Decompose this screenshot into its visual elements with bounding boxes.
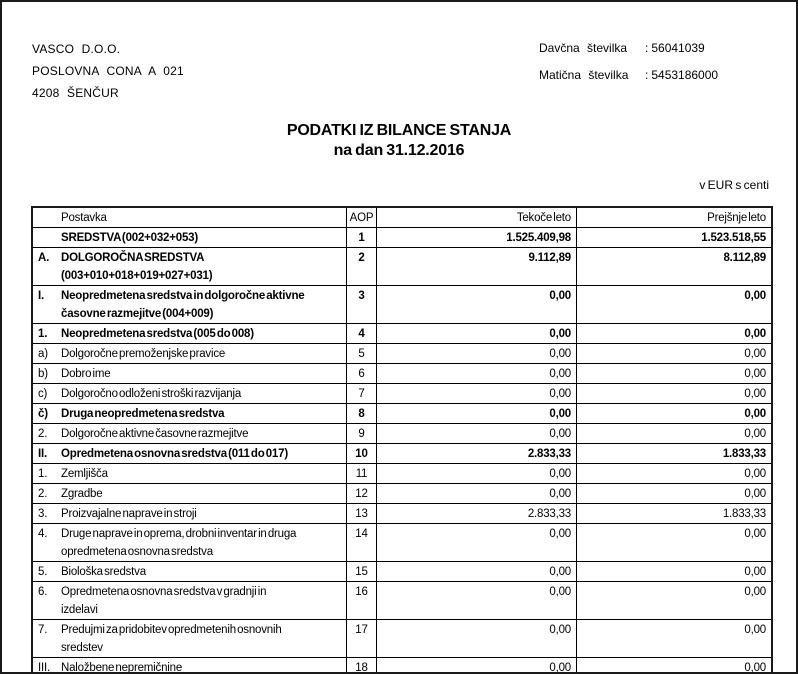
aop-value: 5: [347, 344, 377, 363]
row-prefix: 2.: [38, 488, 48, 500]
balance-table: [31, 206, 773, 674]
previous-year-value: 1.523.518,55: [701, 232, 766, 244]
row-label-line: SREDSTVA (002+032+053): [61, 232, 198, 244]
table-row: [33, 658, 771, 674]
current-year-value: 0,00: [377, 464, 577, 483]
header-aop: AOP: [347, 208, 377, 227]
postavka-cell: [33, 444, 347, 463]
row-prefix: 2.: [38, 428, 48, 440]
row-label-line: časovne razmejitve (004+009): [61, 308, 214, 320]
row-label-line: Dolgoročno odloženi stroški razvijanja: [61, 388, 242, 400]
row-prefix: č): [38, 408, 48, 420]
registration-block: [539, 40, 718, 94]
previous-year-value: 0,00: [744, 468, 766, 480]
tax-number-row: [539, 40, 718, 56]
current-year-value: 0,00: [377, 384, 577, 403]
row-prefix: III.: [38, 662, 50, 674]
postavka-cell: [33, 562, 347, 581]
row-label-line: sredstev: [61, 642, 103, 654]
table-row: [33, 484, 771, 504]
title-line1: PODATKI IZ BILANCE STANJA: [286, 122, 512, 139]
current-year-value: 0,00: [377, 324, 577, 343]
row-label: [61, 425, 346, 443]
aop-value: 17: [347, 620, 377, 657]
row-prefix: 1.: [38, 468, 48, 480]
previous-year-value: 0,00: [744, 290, 766, 302]
aop-value: 18: [347, 658, 377, 674]
current-year-value: 0,00: [377, 404, 577, 423]
row-label-line: Naložbene nepremičnine: [61, 662, 183, 674]
row-label: [61, 325, 346, 343]
postavka-cell: [33, 658, 347, 674]
row-prefix: [33, 229, 61, 247]
row-label: [61, 563, 346, 581]
row-label-line: Druge naprave in oprema, drobni inventar in druga: [61, 528, 297, 540]
row-label-line: Dobro ime: [61, 368, 111, 380]
current-year-value: 0,00: [377, 344, 577, 363]
row-label: [61, 229, 346, 247]
row-label: [61, 659, 346, 674]
postavka-cell: [33, 504, 347, 523]
postavka-cell: [33, 324, 347, 343]
aop-value: 11: [347, 464, 377, 483]
company-address: POSLOVNA CONA A 021: [32, 64, 184, 78]
table-row: [33, 404, 771, 424]
postavka-cell: [33, 228, 347, 247]
current-year-value: 2.833,33: [377, 504, 577, 523]
aop-value: 13: [347, 504, 377, 523]
row-label-line: Proizvajalne naprave in stroji: [61, 508, 197, 520]
company-id-row: [539, 67, 718, 83]
current-year-value: 0,00: [377, 524, 577, 561]
tax-number-value: 56041039: [651, 41, 705, 55]
row-prefix: A.: [38, 252, 50, 264]
current-year-value: 0,00: [377, 562, 577, 581]
company-name: VASCO D.O.O.: [32, 42, 121, 56]
row-label-line: Predujmi za pridobitev opredmetenih osnovnih: [61, 624, 282, 636]
previous-year-value: 0,00: [744, 566, 766, 578]
previous-year-value: 0,00: [744, 528, 766, 540]
row-label: [61, 445, 346, 463]
postavka-cell: [33, 364, 347, 383]
row-label-line: DOLGOROČNA SREDSTVA: [61, 252, 205, 264]
aop-value: 8: [347, 404, 377, 423]
current-year-value: 0,00: [377, 424, 577, 443]
table-row: [33, 524, 771, 562]
row-prefix: 6.: [38, 586, 48, 598]
company-id-value: 5453186000: [651, 68, 719, 82]
row-label-line: Opredmetena osnovna sredstva v gradnji in: [61, 586, 267, 598]
aop-value: 1: [347, 228, 377, 247]
row-label-line: Neopredmetena sredstva in dolgoročne aktivne: [61, 290, 305, 302]
table-row: [33, 464, 771, 484]
table-row: [33, 344, 771, 364]
postavka-cell: [33, 582, 347, 619]
row-label: [61, 385, 346, 403]
current-year-value: 1.525.409,98: [377, 228, 577, 247]
header-postavka: Postavka: [61, 212, 107, 224]
company-id-label: Matična številka: [539, 68, 629, 82]
aop-value: 16: [347, 582, 377, 619]
currency-note: v EUR s centi: [699, 178, 769, 192]
row-label-line: Opredmetena osnovna sredstva (011 do 017): [61, 448, 288, 460]
previous-year-value: 1.833,33: [722, 508, 766, 520]
previous-year-value: 0,00: [744, 348, 766, 360]
current-year-value: 0,00: [377, 364, 577, 383]
row-prefix: c): [38, 388, 48, 400]
row-label-line: Dolgoročne aktivne časovne razmejitve: [61, 428, 249, 440]
current-year-value: 0,00: [377, 582, 577, 619]
row-label: [61, 485, 346, 503]
previous-year-value: 8.112,89: [723, 252, 766, 264]
table-row: [33, 562, 771, 582]
row-prefix: 3.: [38, 508, 48, 520]
previous-year-value: 0,00: [744, 368, 766, 380]
row-label: [61, 505, 346, 523]
aop-value: 7: [347, 384, 377, 403]
previous-year-value: 0,00: [744, 586, 766, 598]
row-label: [61, 405, 346, 423]
header-previous-year: Prejšnje leto: [707, 212, 766, 224]
table-row: [33, 444, 771, 464]
postavka-cell: [33, 464, 347, 483]
previous-year-value: 1.833,33: [722, 448, 766, 460]
current-year-value: 0,00: [377, 658, 577, 674]
current-year-value: 0,00: [377, 286, 577, 323]
table-row: [33, 620, 771, 658]
row-label: [61, 365, 346, 383]
row-prefix: b): [38, 368, 48, 380]
aop-value: 6: [347, 364, 377, 383]
postavka-cell: [33, 384, 347, 403]
previous-year-value: 0,00: [744, 662, 766, 674]
row-label-line: Dolgoročne premoženjske pravice: [61, 348, 226, 360]
table-header-row: [33, 208, 771, 228]
row-label-line: Zgradbe: [61, 488, 103, 500]
row-label-line: opredmetena osnovna sredstva: [61, 546, 213, 558]
aop-value: 3: [347, 286, 377, 323]
table-row: [33, 504, 771, 524]
row-label: [61, 287, 346, 323]
row-label: [61, 465, 346, 483]
tax-number-separator: :: [645, 41, 649, 55]
postavka-cell: [33, 286, 347, 323]
row-prefix: 1.: [38, 328, 48, 340]
table-row: [33, 324, 771, 344]
row-label-line: (003+010+018+019+027+031): [61, 270, 213, 282]
table-row: [33, 384, 771, 404]
company-block: [32, 38, 184, 104]
aop-value: 10: [347, 444, 377, 463]
row-prefix: II.: [38, 448, 47, 460]
document-title: [2, 121, 796, 161]
current-year-value: 9.112,89: [377, 248, 577, 285]
row-label: [61, 583, 346, 619]
postavka-cell: [33, 484, 347, 503]
row-prefix: 4.: [38, 528, 48, 540]
row-prefix: I.: [38, 290, 44, 302]
row-label: [61, 621, 346, 657]
table-row: [33, 582, 771, 620]
table-row: [33, 424, 771, 444]
header-current-year: Tekoče leto: [377, 208, 577, 227]
title-line2: na dan 31.12.2016: [333, 142, 465, 159]
table-row: [33, 228, 771, 248]
row-prefix: 5.: [38, 566, 48, 578]
postavka-cell: [33, 620, 347, 657]
aop-value: 4: [347, 324, 377, 343]
postavka-cell: [33, 424, 347, 443]
header-prefix-spacer: [33, 209, 61, 227]
row-label-line: Biološka sredstva: [61, 566, 146, 578]
row-label: [61, 249, 346, 285]
table-row: [33, 286, 771, 324]
row-label-line: Druga neopredmetena sredstva: [61, 408, 225, 420]
postavka-cell: [33, 524, 347, 561]
aop-value: 14: [347, 524, 377, 561]
previous-year-value: 0,00: [744, 388, 766, 400]
row-label-line: Neopredmetena sredstva (005 do 008): [61, 328, 254, 340]
row-label-line: Zemljišča: [61, 468, 108, 480]
previous-year-value: 0,00: [744, 488, 766, 500]
current-year-value: 2.833,33: [377, 444, 577, 463]
current-year-value: 0,00: [377, 620, 577, 657]
current-year-value: 0,00: [377, 484, 577, 503]
row-label: [61, 525, 346, 561]
aop-value: 15: [347, 562, 377, 581]
aop-value: 9: [347, 424, 377, 443]
balance-table-body: [33, 228, 771, 674]
table-row: [33, 364, 771, 384]
row-prefix: a): [38, 348, 48, 360]
previous-year-value: 0,00: [744, 428, 766, 440]
previous-year-value: 0,00: [744, 408, 766, 420]
postavka-cell: [33, 404, 347, 423]
previous-year-value: 0,00: [744, 624, 766, 636]
aop-value: 12: [347, 484, 377, 503]
company-city: 4208 ŠENČUR: [32, 86, 119, 100]
row-label-line: izdelavi: [61, 604, 98, 616]
previous-year-value: 0,00: [744, 328, 766, 340]
postavka-cell: [33, 344, 347, 363]
postavka-cell: [33, 248, 347, 285]
company-id-separator: :: [645, 68, 649, 82]
row-prefix: 7.: [38, 624, 48, 636]
row-label: [61, 345, 346, 363]
aop-value: 2: [347, 248, 377, 285]
tax-number-label: Davčna številka: [539, 41, 628, 55]
table-row: [33, 248, 771, 286]
